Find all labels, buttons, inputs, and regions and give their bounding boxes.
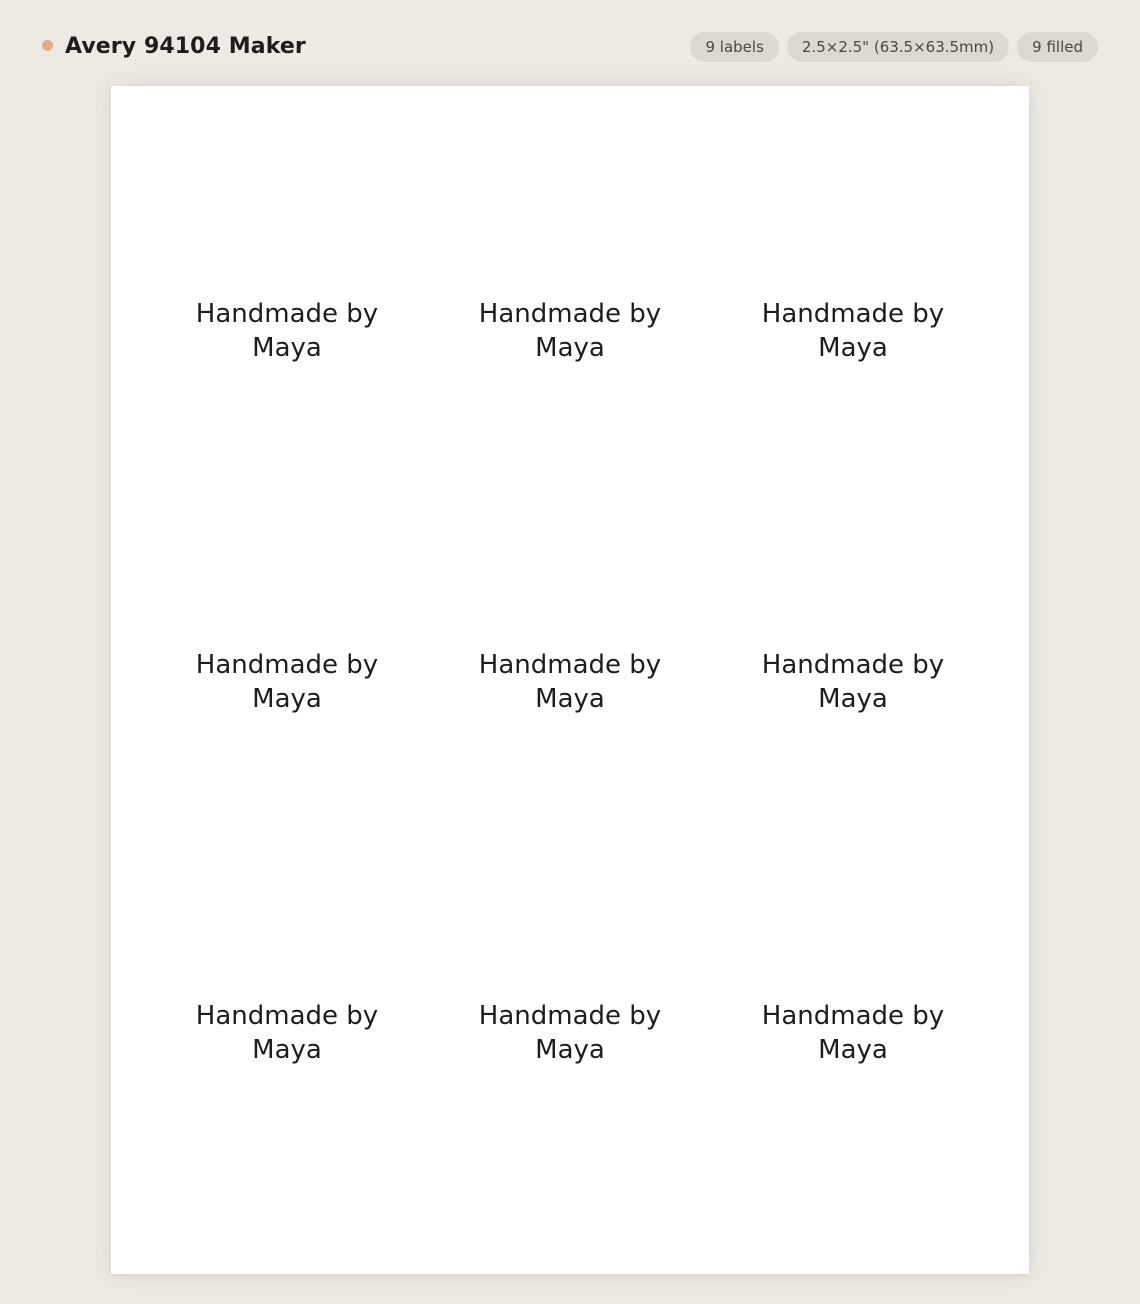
status-chips [690,32,1098,62]
app-title: Avery 94104 Maker [65,34,306,59]
label-cell-2[interactable] [450,211,690,451]
label-text: Handmade by Maya [195,650,379,714]
label-text: Handmade by Maya [195,1001,379,1065]
brand-dot-icon [42,40,53,51]
label-text: Handmade by Maya [478,1001,662,1065]
label-size-chip: 2.5×2.5" (63.5×63.5mm) [787,32,1009,62]
label-text: Handmade by Maya [195,299,379,363]
label-cell-4[interactable] [167,562,407,802]
label-count-chip: 9 labels [690,32,778,62]
label-cell-6[interactable] [733,562,973,802]
label-text: Handmade by Maya [761,299,945,363]
app-header [0,0,1140,94]
label-cell-7[interactable] [167,913,407,1153]
label-cell-9[interactable] [733,913,973,1153]
label-cell-8[interactable] [450,913,690,1153]
label-text: Handmade by Maya [761,1001,945,1065]
label-cell-3[interactable] [733,211,973,451]
label-text: Handmade by Maya [478,299,662,363]
label-sheet [111,86,1029,1274]
label-text: Handmade by Maya [478,650,662,714]
filled-count-chip: 9 filled [1017,32,1098,62]
label-cell-1[interactable] [167,211,407,451]
label-text: Handmade by Maya [761,650,945,714]
label-cell-5[interactable] [450,562,690,802]
